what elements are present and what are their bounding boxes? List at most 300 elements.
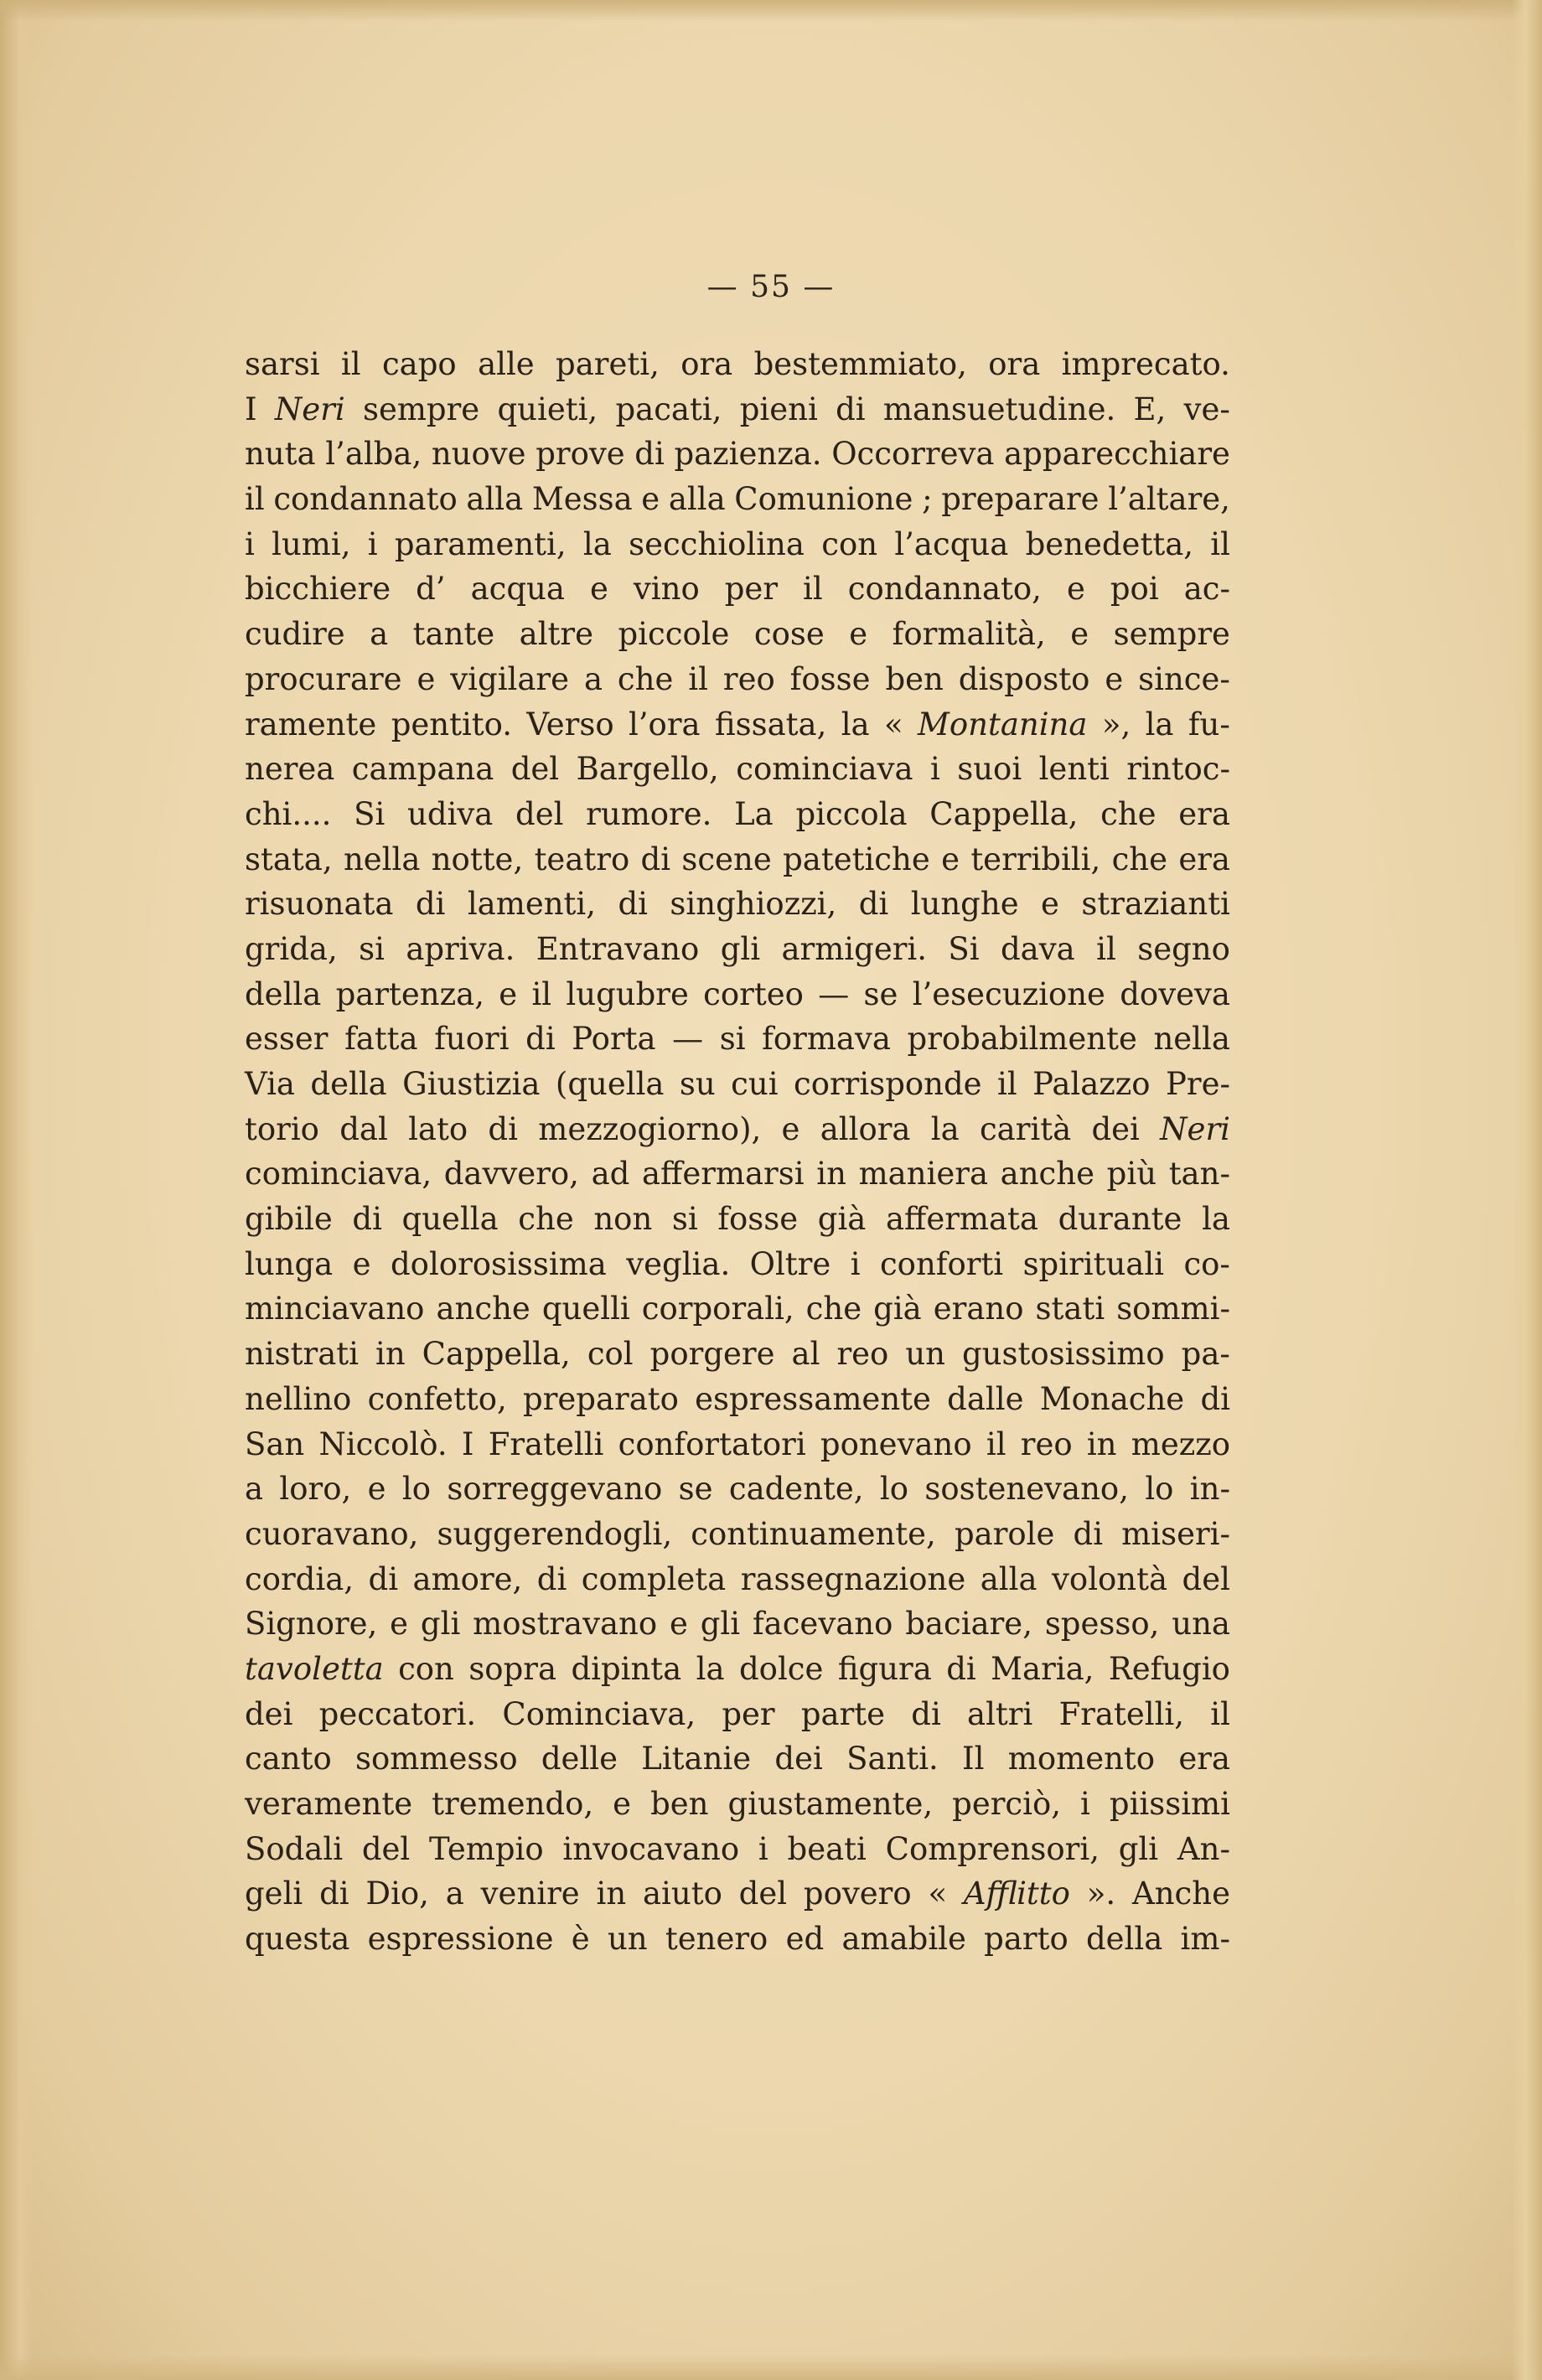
- word: Entravano: [536, 930, 700, 967]
- word: e: [352, 1245, 371, 1282]
- word: «: [928, 1876, 948, 1912]
- word: e: [1105, 660, 1124, 697]
- word: quelli: [541, 1291, 630, 1327]
- word: Afflitto: [963, 1876, 1070, 1912]
- word: (quella: [555, 1066, 665, 1102]
- word: Occorreva: [831, 436, 995, 473]
- word: bestemmiato,: [753, 346, 967, 382]
- word: cadente,: [728, 1471, 864, 1508]
- word: Cominciava,: [502, 1695, 696, 1732]
- word: conforti: [879, 1245, 1004, 1282]
- text-line: [245, 1782, 1230, 1827]
- text-line: [245, 1242, 1230, 1287]
- word: capo: [381, 346, 457, 382]
- word: della: [1085, 1921, 1163, 1958]
- word: procurare: [245, 660, 402, 697]
- word: Neri: [1160, 1110, 1230, 1147]
- word: continuamente,: [691, 1515, 936, 1552]
- word: formava: [762, 1021, 891, 1058]
- word: nuove: [431, 436, 526, 473]
- word: e: [670, 1606, 688, 1643]
- word: veramente: [245, 1786, 413, 1822]
- word: il: [531, 975, 552, 1012]
- page-number: — 55 —: [706, 270, 836, 304]
- word: in: [596, 1876, 627, 1912]
- word: e: [1041, 886, 1059, 923]
- word: strazianti: [1081, 886, 1230, 923]
- word: e: [390, 1606, 409, 1643]
- text-line: [245, 1286, 1230, 1332]
- word: gli: [720, 930, 761, 967]
- word: quieti,: [497, 391, 598, 427]
- word: secchiolina: [629, 525, 805, 562]
- word: mezzogiorno),: [538, 1110, 762, 1147]
- word: Cappella,: [929, 795, 1079, 832]
- text-line: [245, 927, 1230, 972]
- text-line: [245, 1512, 1230, 1557]
- word: dal: [339, 1110, 388, 1147]
- word: a: [370, 616, 389, 653]
- word: dei: [774, 1741, 823, 1777]
- word: e: [849, 616, 868, 653]
- text-line: [245, 1917, 1230, 1962]
- word: rassegnazione: [740, 1560, 966, 1597]
- word: volontà: [1052, 1560, 1168, 1597]
- word: affermata: [885, 1201, 1038, 1238]
- word: Palazzo: [1032, 1066, 1151, 1102]
- word: preparare: [941, 481, 1100, 518]
- word: loro,: [279, 1471, 352, 1508]
- word: udiva: [407, 795, 494, 832]
- word: di: [415, 886, 446, 923]
- word: lumi,: [272, 525, 351, 562]
- word: una: [1172, 1606, 1230, 1643]
- word: lenti: [1038, 751, 1110, 788]
- word: un: [607, 1921, 648, 1958]
- word: alla: [466, 481, 524, 518]
- word: ve-: [1183, 391, 1230, 427]
- word: disposto: [958, 660, 1090, 697]
- word: ac-: [1183, 571, 1230, 608]
- word: Bargello,: [576, 751, 719, 788]
- text-line: [245, 882, 1230, 927]
- word: segno: [1137, 930, 1230, 967]
- word: il: [688, 660, 708, 697]
- word: ponevano: [820, 1425, 972, 1462]
- word: Maria,: [991, 1650, 1094, 1687]
- word: tremendo,: [432, 1786, 594, 1822]
- word: ora: [680, 346, 733, 382]
- body-text: [245, 342, 1230, 1962]
- word: singhiozzi,: [670, 886, 837, 923]
- word: ;: [922, 481, 933, 518]
- word: si: [719, 1021, 746, 1058]
- word: alla: [980, 1560, 1037, 1597]
- word: corporali,: [641, 1291, 794, 1327]
- word: Montanina: [917, 706, 1088, 742]
- word: lugubre: [566, 975, 689, 1012]
- word: in: [375, 1336, 406, 1373]
- word: reo: [722, 660, 775, 697]
- text-line: [245, 342, 1230, 387]
- word: di: [618, 886, 648, 923]
- word: San: [245, 1425, 305, 1462]
- word: risuonata: [245, 886, 394, 923]
- text-line: [245, 567, 1230, 612]
- text-line: [245, 1601, 1230, 1647]
- word: mezzo: [1131, 1425, 1230, 1462]
- word: stati: [1035, 1291, 1105, 1327]
- word: di: [352, 1201, 382, 1238]
- word: l’acqua: [894, 525, 1009, 562]
- text-line: [245, 702, 1230, 748]
- word: —: [672, 1021, 704, 1058]
- word: cominciava: [736, 751, 913, 788]
- word: alle: [478, 346, 535, 382]
- word: altre: [519, 616, 594, 653]
- word: co-: [1183, 1245, 1230, 1282]
- word: la: [930, 1110, 960, 1147]
- word: pentito.: [391, 706, 513, 742]
- word: condannato: [273, 481, 458, 518]
- word: di: [911, 1695, 941, 1732]
- word: Comprensori,: [885, 1830, 1100, 1867]
- word: lamenti,: [467, 886, 597, 923]
- text-line: [245, 657, 1230, 702]
- word: reo: [836, 1336, 889, 1373]
- word: Si: [354, 795, 386, 832]
- text-line: [245, 1557, 1230, 1602]
- word: i: [1080, 1786, 1090, 1822]
- word: notte,: [431, 841, 524, 877]
- word: il: [1210, 1695, 1230, 1732]
- word: e: [1070, 616, 1089, 653]
- word: altri: [967, 1695, 1033, 1732]
- word: figura: [837, 1650, 932, 1687]
- word: pacati,: [615, 391, 722, 427]
- word: su: [679, 1066, 716, 1102]
- word: Refugio: [1108, 1650, 1230, 1687]
- word: rintoc-: [1126, 751, 1230, 788]
- word: corteo: [703, 975, 804, 1012]
- word: cuoravano,: [245, 1515, 419, 1552]
- word: e: [499, 975, 518, 1012]
- word: col: [587, 1336, 634, 1373]
- word: amabile: [841, 1921, 966, 1958]
- word: lunghe: [910, 886, 1019, 923]
- word: apriva.: [406, 930, 515, 967]
- word: confetto,: [367, 1380, 507, 1417]
- word: paramenti,: [394, 525, 567, 562]
- word: sempre: [362, 391, 480, 427]
- word: gli: [700, 1606, 741, 1643]
- word: i: [758, 1830, 768, 1867]
- word: che: [1111, 841, 1168, 877]
- word: E,: [1133, 391, 1167, 427]
- word: dolce: [738, 1650, 824, 1687]
- word: il: [1096, 930, 1116, 967]
- word: poi: [1110, 571, 1159, 608]
- word: pareti,: [556, 346, 660, 382]
- word: rumore.: [586, 795, 712, 832]
- word: fosse: [717, 1201, 799, 1238]
- word: del: [510, 751, 560, 788]
- word: per: [722, 1695, 775, 1732]
- word: erano: [933, 1291, 1024, 1327]
- word: chi....: [245, 795, 332, 832]
- word: im-: [1180, 1921, 1230, 1958]
- word: e: [613, 1786, 632, 1822]
- word: il: [803, 571, 823, 608]
- word: è: [571, 1921, 590, 1958]
- text-line: [245, 432, 1230, 477]
- word: parto: [984, 1921, 1069, 1958]
- word: e: [417, 660, 436, 697]
- word: momento: [1007, 1741, 1156, 1777]
- word: i: [929, 751, 940, 788]
- page-edge-top: [0, 0, 1542, 22]
- word: La: [734, 795, 774, 832]
- word: la: [1145, 706, 1174, 742]
- word: doveva: [1120, 975, 1230, 1012]
- word: in-: [1189, 1471, 1230, 1508]
- word: partenza,: [335, 975, 484, 1012]
- word: sarsi: [245, 346, 320, 382]
- word: e: [641, 481, 660, 518]
- word: sostenevano,: [924, 1471, 1129, 1508]
- word: Pre-: [1166, 1066, 1230, 1102]
- word: benedetta,: [1025, 525, 1194, 562]
- word: l’altare,: [1108, 481, 1230, 518]
- word: era: [1178, 1741, 1230, 1777]
- word: gli: [420, 1606, 461, 1643]
- word: di: [488, 1110, 518, 1147]
- word: Niccolò.: [318, 1425, 448, 1462]
- word: di: [319, 1876, 349, 1912]
- text-line: [245, 522, 1230, 567]
- word: il: [340, 346, 361, 382]
- word: di: [536, 1560, 567, 1597]
- word: e: [941, 841, 960, 877]
- word: i: [850, 1245, 861, 1282]
- word: teatro: [534, 841, 630, 877]
- word: dipinta: [571, 1650, 682, 1687]
- word: torio: [245, 1110, 319, 1147]
- word: ».: [1086, 1876, 1116, 1912]
- word: alla: [668, 481, 726, 518]
- word: spesso,: [1044, 1606, 1160, 1643]
- word: dava: [1001, 930, 1075, 967]
- word: esser: [245, 1021, 329, 1058]
- word: nellino: [245, 1380, 352, 1417]
- word: la: [841, 706, 870, 742]
- text-line: [245, 747, 1230, 792]
- word: since-: [1138, 660, 1230, 697]
- word: Santi.: [846, 1741, 939, 1777]
- word: stata,: [245, 841, 333, 877]
- word: povero: [803, 1876, 912, 1912]
- word: a: [245, 1471, 264, 1508]
- text-line: [245, 1197, 1230, 1242]
- text-line: [245, 1422, 1230, 1467]
- word: un: [905, 1336, 945, 1373]
- word: di: [836, 391, 866, 427]
- word: fosse: [789, 660, 871, 697]
- word: invocavano: [562, 1830, 740, 1867]
- word: corrisponde: [794, 1066, 982, 1102]
- word: nerea: [245, 751, 335, 788]
- word: già: [873, 1291, 922, 1327]
- word: —: [818, 975, 850, 1012]
- word: più: [1106, 1156, 1157, 1193]
- word: della: [245, 975, 322, 1012]
- word: se: [678, 1471, 713, 1508]
- word: e: [1066, 571, 1085, 608]
- word: l’alba,: [325, 436, 422, 473]
- word: della: [310, 1066, 387, 1102]
- word: carità: [979, 1110, 1072, 1147]
- word: venire: [480, 1876, 580, 1912]
- word: anche: [1000, 1156, 1095, 1193]
- word: di: [525, 1021, 556, 1058]
- word: di: [368, 1560, 399, 1597]
- word: facevano: [752, 1606, 893, 1643]
- word: Via: [245, 1066, 295, 1102]
- word: durante: [1058, 1201, 1182, 1238]
- word: davvero,: [443, 1156, 579, 1193]
- word: «: [883, 706, 903, 742]
- word: per: [724, 571, 779, 608]
- text-line: [245, 1017, 1230, 1062]
- word: espressamente: [695, 1380, 931, 1417]
- word: e: [781, 1110, 800, 1147]
- word: porgere: [649, 1336, 775, 1373]
- word: prove: [536, 436, 625, 473]
- word: dei: [1091, 1110, 1140, 1147]
- word: baciare,: [905, 1606, 1032, 1643]
- text-line: [245, 1062, 1230, 1107]
- word: il: [245, 481, 265, 518]
- word: reo: [1020, 1425, 1073, 1462]
- word: del: [1182, 1560, 1230, 1597]
- word: fissata,: [714, 706, 827, 742]
- word: e: [367, 1471, 386, 1508]
- word: i: [367, 525, 378, 562]
- word: piccola: [795, 795, 908, 832]
- word: gustosissimo: [962, 1336, 1165, 1373]
- word: ad: [591, 1156, 630, 1193]
- word: Il: [962, 1741, 985, 1777]
- word: suggerendogli,: [437, 1515, 673, 1552]
- word: mansuetudine.: [882, 391, 1116, 427]
- text-line: [245, 837, 1230, 882]
- word: gli: [1118, 1830, 1159, 1867]
- word: il: [1210, 525, 1230, 562]
- word: Sodali: [245, 1830, 344, 1867]
- word: Dio,: [365, 1876, 429, 1912]
- word: a: [583, 660, 603, 697]
- word: Anche: [1131, 1876, 1230, 1912]
- word: e: [589, 571, 608, 608]
- word: imprecato.: [1061, 346, 1230, 382]
- word: mostravano: [473, 1606, 658, 1643]
- word: sopra: [468, 1650, 557, 1687]
- word: fuori: [434, 1021, 510, 1058]
- word: in: [816, 1156, 846, 1193]
- word: cose: [753, 616, 825, 653]
- word: Cappella,: [422, 1336, 571, 1373]
- word: fatta: [344, 1021, 418, 1058]
- word: del: [361, 1830, 411, 1867]
- word: Comunione: [734, 481, 913, 518]
- word: sommi-: [1116, 1291, 1230, 1327]
- word: dei: [245, 1695, 293, 1732]
- word: dalle: [947, 1380, 1024, 1417]
- word: pazienza.: [674, 436, 822, 473]
- word: ben: [885, 660, 944, 697]
- word: che: [518, 1201, 574, 1238]
- word: probabilmente: [907, 1021, 1137, 1058]
- word: cudire: [245, 616, 345, 653]
- word: pieni: [739, 391, 818, 427]
- word: ed: [785, 1921, 825, 1958]
- word: parole: [954, 1515, 1055, 1552]
- word: armigeri.: [781, 930, 927, 967]
- word: preparato: [523, 1380, 679, 1417]
- word: Tempio: [429, 1830, 544, 1867]
- word: nistrati: [245, 1336, 359, 1373]
- word: peccatori.: [318, 1695, 477, 1732]
- word: di: [1200, 1380, 1230, 1417]
- word: Giustizia: [402, 1066, 541, 1102]
- word: completa: [581, 1560, 727, 1597]
- word: minciavano: [245, 1291, 425, 1327]
- word: al: [791, 1336, 820, 1373]
- word: quella: [401, 1201, 499, 1238]
- word: miseri-: [1121, 1515, 1230, 1552]
- word: tante: [412, 616, 495, 653]
- text-line: [245, 1377, 1230, 1422]
- word: di: [640, 841, 671, 877]
- word: aiuto: [642, 1876, 722, 1912]
- text-line: [245, 612, 1230, 657]
- text-line: [245, 1332, 1230, 1377]
- word: a: [445, 1876, 464, 1912]
- word: formalità,: [892, 616, 1046, 653]
- word: era: [1178, 841, 1230, 877]
- word: anche: [436, 1291, 530, 1327]
- word: si: [671, 1201, 698, 1238]
- word: nuta: [245, 436, 316, 473]
- word: lunga: [245, 1245, 334, 1282]
- word: di: [634, 436, 665, 473]
- word: piissimi: [1109, 1786, 1230, 1822]
- word: affermarsi: [641, 1156, 805, 1193]
- word: l’esecuzione: [912, 975, 1105, 1012]
- word: delle: [541, 1741, 618, 1777]
- word: »,: [1101, 706, 1131, 742]
- word: d’: [416, 571, 446, 608]
- word: tavoletta: [245, 1650, 384, 1687]
- word: sorreggevano: [447, 1471, 663, 1508]
- word: con: [398, 1650, 454, 1687]
- text-line: [245, 387, 1230, 432]
- word: bicchiere: [245, 571, 391, 608]
- word: suoi: [957, 751, 1022, 788]
- word: terribili,: [970, 841, 1101, 877]
- word: vino: [633, 571, 700, 608]
- word: lo: [1145, 1471, 1174, 1508]
